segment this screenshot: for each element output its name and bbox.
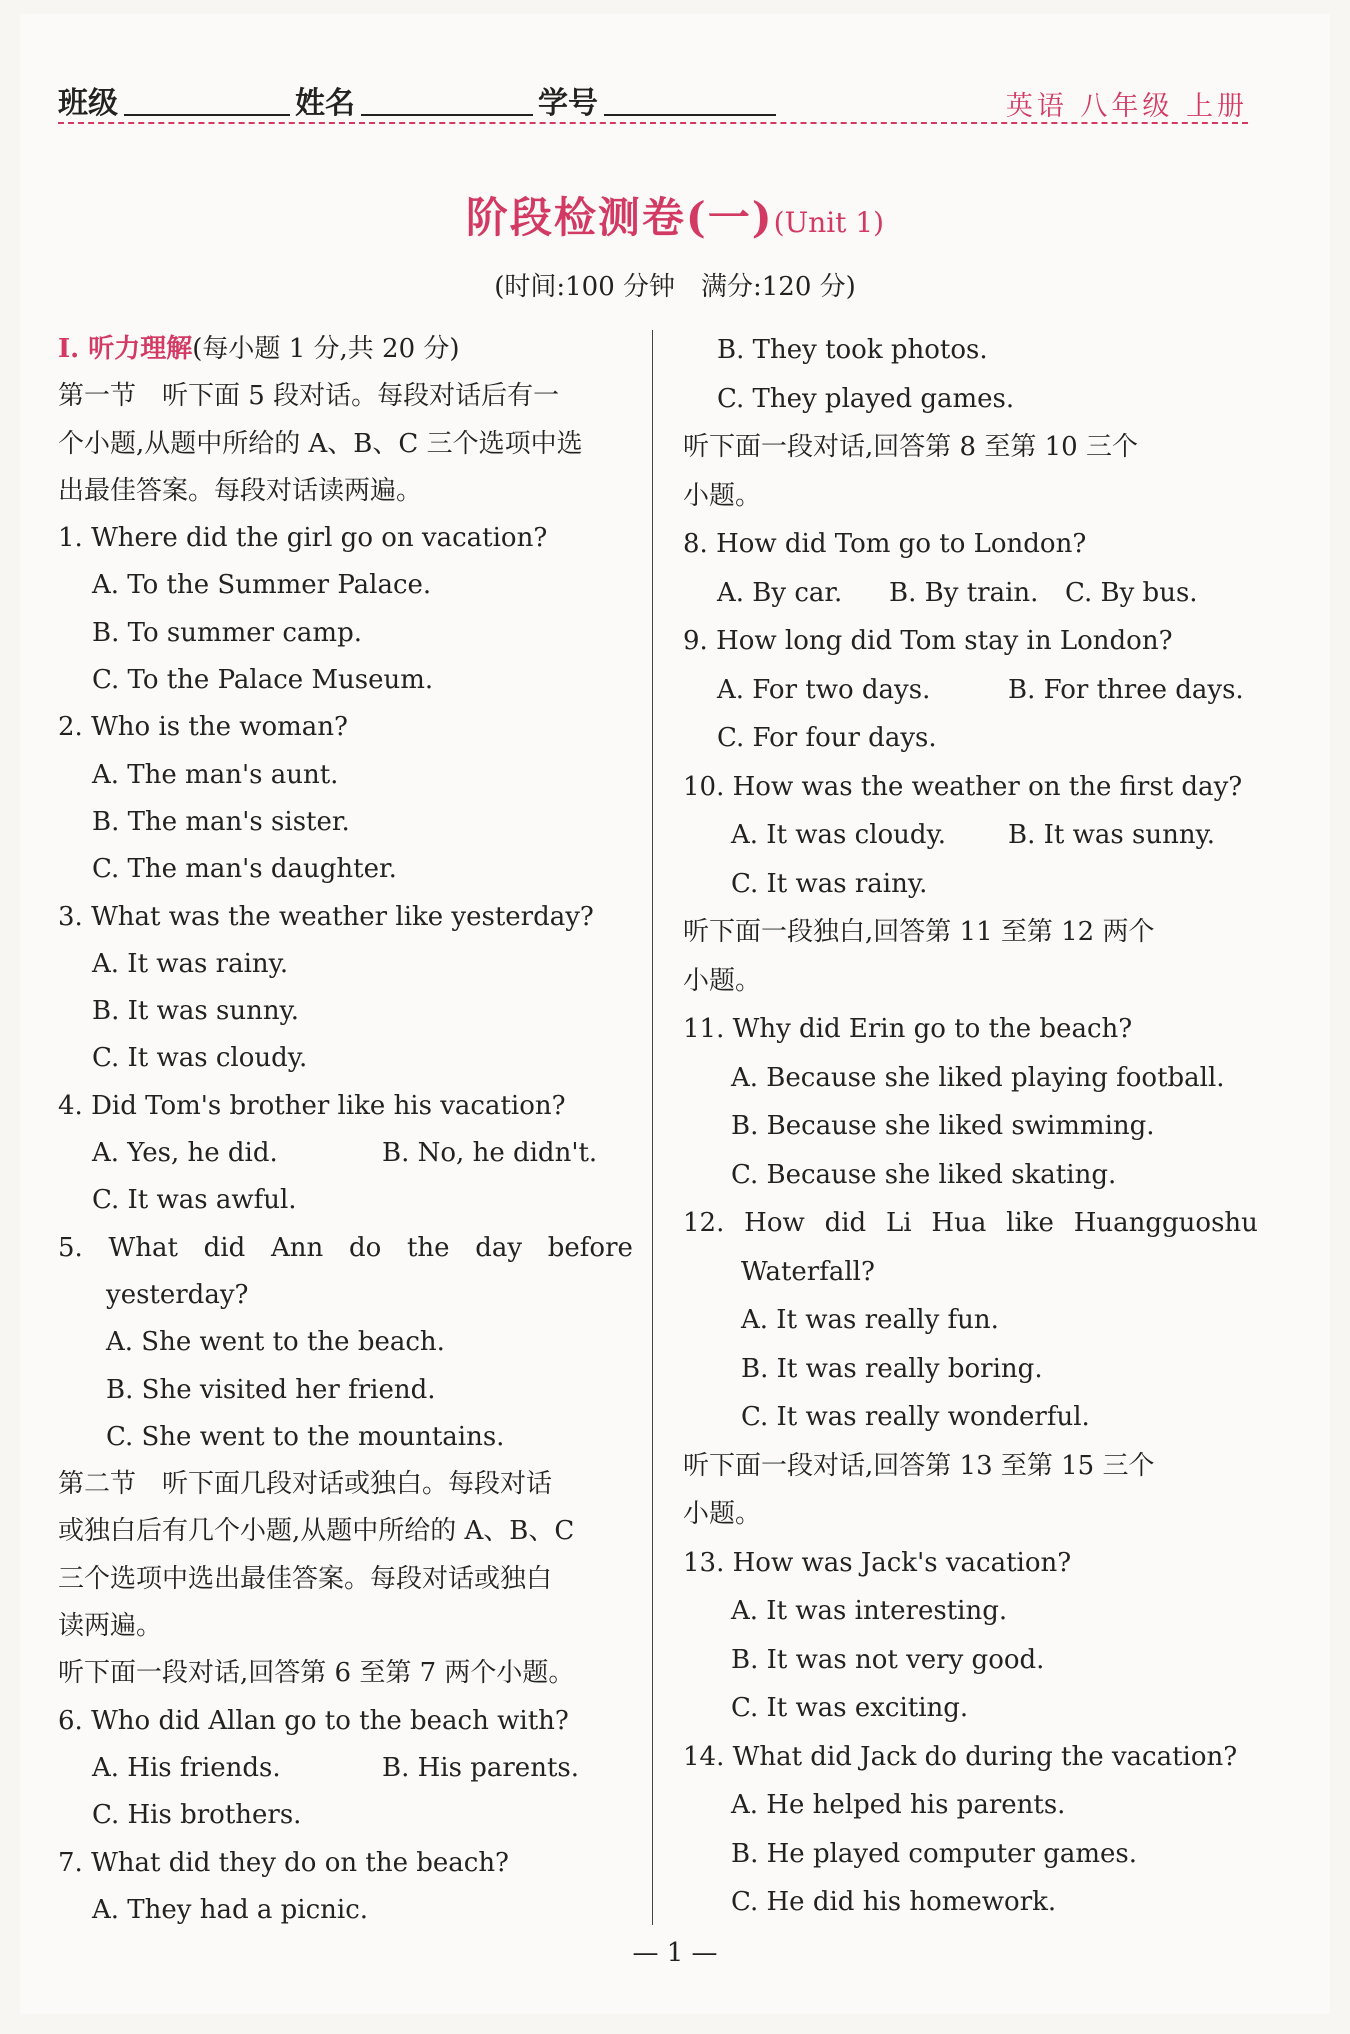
instruction-line: 听下面一段对话,回答第 13 至第 15 三个 (683, 1450, 1155, 1481)
option: A. Yes, he did. (92, 1138, 278, 1169)
option: C. For four days. (717, 723, 937, 753)
page-number: — 1 — (632, 1938, 718, 1968)
option: C. It was really wonderful. (741, 1402, 1090, 1432)
instruction-line: 小题。 (683, 1499, 762, 1529)
option: C. It was rainy. (731, 868, 928, 899)
question-7: 7. What did they do on the beach? (58, 1847, 510, 1878)
option-row (683, 811, 1258, 860)
section-note: (每小题 1 分,共 20 分) (192, 334, 460, 364)
option: B. For three days. (1008, 674, 1244, 705)
option: A. His friends. (92, 1752, 281, 1783)
option: A. It was really fun. (741, 1305, 999, 1335)
question-2: 2. Who is the woman? (58, 712, 348, 743)
instruction-line: 听下面一段独白,回答第 11 至第 12 两个 (683, 917, 1155, 947)
option-row (58, 1745, 633, 1792)
word: before (547, 1232, 633, 1263)
option: B. To summer camp. (92, 617, 362, 648)
option: C. They played games. (717, 383, 1015, 414)
option: B. It was sunny. (1008, 820, 1216, 850)
option: B. It was not very good. (731, 1644, 1045, 1675)
option: B. No, he didn't. (382, 1138, 598, 1169)
right-column (683, 326, 1258, 1927)
word: do (348, 1232, 382, 1263)
instruction-line: 小题。 (683, 965, 762, 996)
id-label: 学号 (538, 86, 598, 121)
question-6: 6. Who did Allan go to the beach with? (58, 1705, 569, 1736)
option: C. It was exciting. (731, 1693, 969, 1723)
option: C. The man's daughter. (92, 854, 397, 885)
word: did (824, 1208, 867, 1238)
question-12 (683, 1199, 1258, 1248)
header-divider (58, 122, 1248, 124)
option-row (58, 1130, 633, 1177)
class-label: 班级 (58, 86, 118, 121)
option: A. By car. (717, 577, 843, 608)
option: B. She visited her friend. (106, 1374, 436, 1405)
option: A. It was rainy. (92, 948, 289, 979)
question-5-cont: yesterday? (106, 1279, 249, 1310)
instruction-line: 听下面一段对话,回答第 6 至第 7 两个小题。 (58, 1658, 575, 1689)
option: B. His parents. (382, 1752, 579, 1783)
option: C. Because she liked skating. (731, 1159, 1117, 1190)
word: day (475, 1232, 523, 1263)
word: like (1006, 1208, 1054, 1238)
word: Li (886, 1208, 912, 1238)
question-12-cont: Waterfall? (741, 1256, 875, 1287)
option: C. It was awful. (92, 1185, 297, 1216)
name-field[interactable] (361, 114, 533, 116)
option: C. By bus. (1065, 577, 1198, 608)
option: C. To the Palace Museum. (92, 665, 434, 696)
word: did (203, 1232, 246, 1263)
question-10: 10. How was the weather on the first day? (683, 771, 1243, 802)
column-divider (652, 330, 653, 1925)
instruction-line: 第二节 听下面几段对话或独白。每段对话 (58, 1469, 553, 1500)
id-field[interactable] (604, 114, 776, 116)
instruction-line: 或独白后有几个小题,从题中所给的 A、B、C (58, 1516, 575, 1547)
word: Huangguoshu (1073, 1208, 1258, 1238)
option: A. To the Summer Palace. (92, 570, 432, 601)
instruction-line: 读两遍。 (58, 1611, 163, 1642)
option-row (683, 569, 1258, 618)
word: Hua (931, 1208, 987, 1238)
option-row (683, 666, 1258, 715)
option: A. It was cloudy. (731, 820, 947, 850)
question-4: 4. Did Tom's brother like his vacation? (58, 1090, 566, 1121)
question-9: 9. How long did Tom stay in London? (683, 626, 1173, 656)
option: A. It was interesting. (731, 1596, 1008, 1626)
option: A. She went to the beach. (106, 1327, 445, 1358)
header (58, 78, 1248, 122)
option: B. It was sunny. (92, 996, 300, 1027)
instruction-line: 第一节 听下面 5 段对话。每段对话后有一 (58, 381, 560, 412)
option: B. He played computer games. (731, 1838, 1137, 1869)
word: the (406, 1232, 450, 1263)
option: C. He did his homework. (731, 1887, 1057, 1917)
title-main: 阶段检测卷(一) (465, 193, 774, 242)
subject-label: 英语 八年级 上册 (1005, 91, 1248, 122)
question-11: 11. Why did Erin go to the beach? (683, 1014, 1133, 1044)
page-title (0, 185, 1350, 245)
class-field[interactable] (124, 114, 290, 116)
word: 12. (683, 1208, 725, 1238)
option: B. By train. (889, 577, 1039, 608)
name-label: 姓名 (295, 86, 355, 121)
question-8: 8. How did Tom go to London? (683, 529, 1087, 559)
question-14: 14. What did Jack do during the vacation? (683, 1741, 1238, 1772)
option: C. It was cloudy. (92, 1043, 308, 1074)
word: Ann (270, 1232, 324, 1263)
option: C. She went to the mountains. (106, 1421, 505, 1452)
left-column (58, 326, 633, 1934)
question-3: 3. What was the weather like yesterday? (58, 901, 594, 932)
option: B. The man's sister. (92, 806, 350, 837)
title-unit: (Unit 1) (773, 206, 885, 239)
option: C. His brothers. (92, 1800, 302, 1831)
instruction-line: 出最佳答案。每段对话读两遍。 (58, 475, 423, 506)
option: B. Because she liked swimming. (731, 1111, 1155, 1141)
option: A. They had a picnic. (92, 1894, 369, 1925)
word: How (744, 1208, 805, 1238)
section-heading (58, 326, 633, 373)
exam-info: (时间:100 分钟 满分:120 分) (494, 272, 856, 302)
question-13: 13. How was Jack's vacation? (683, 1547, 1072, 1578)
question-1: 1. Where did the girl go on vacation? (58, 523, 548, 554)
question-5 (58, 1225, 633, 1272)
instruction-line: 个小题,从题中所给的 A、B、C 三个选项中选 (58, 428, 583, 459)
instruction-line: 小题。 (683, 480, 762, 511)
option: A. The man's aunt. (92, 759, 339, 790)
instruction-line: 三个选项中选出最佳答案。每段对话或独白 (58, 1563, 553, 1594)
word: 5. (58, 1232, 83, 1263)
option: A. He helped his parents. (731, 1790, 1066, 1820)
option: A. Because she liked playing football. (731, 1062, 1225, 1093)
word: What (108, 1232, 178, 1263)
section-label: Ⅰ. 听力理解 (58, 334, 193, 364)
instruction-line: 听下面一段对话,回答第 8 至第 10 三个 (683, 432, 1138, 462)
option: B. It was really boring. (741, 1353, 1043, 1384)
option: B. They took photos. (717, 335, 988, 365)
option: A. For two days. (717, 674, 931, 705)
